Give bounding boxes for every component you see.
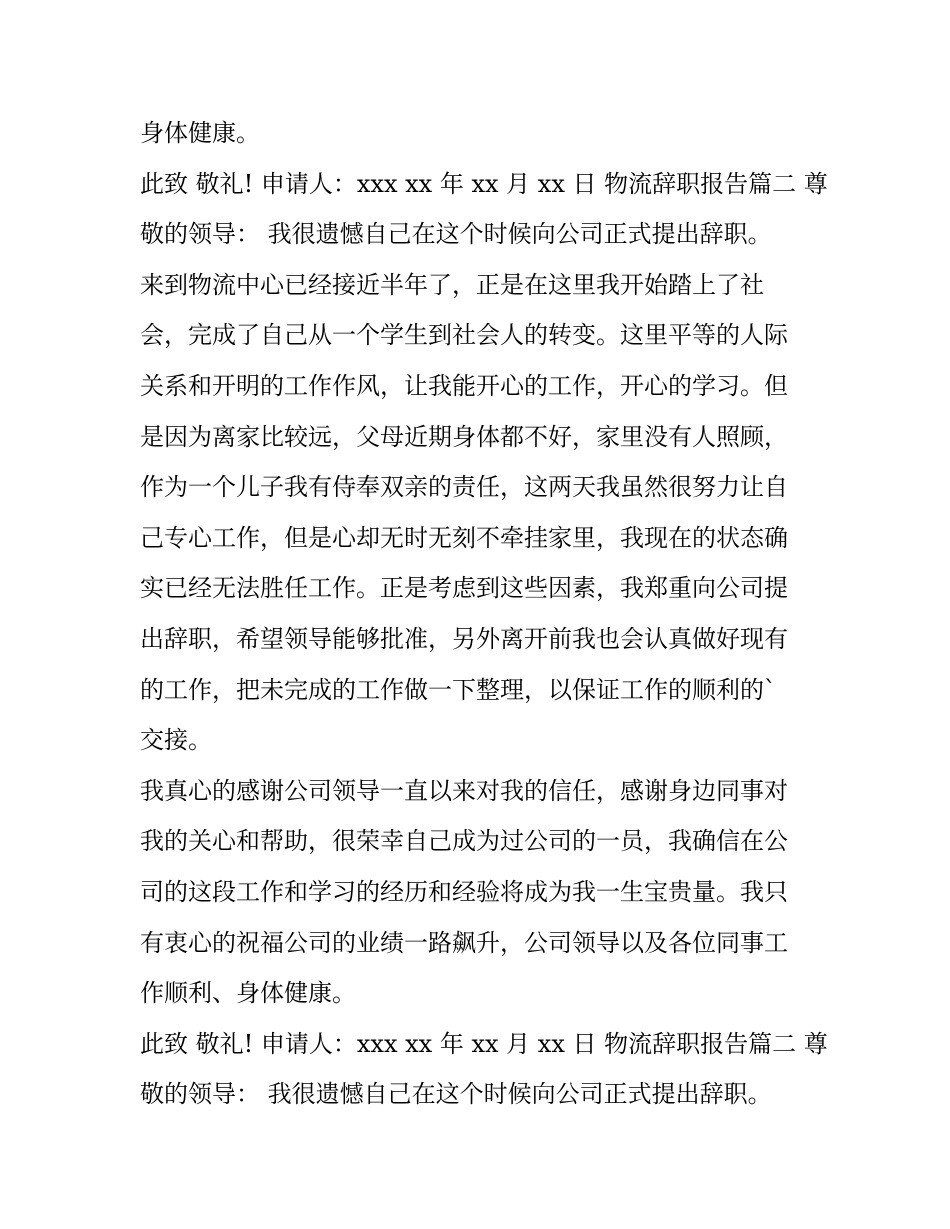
text-line: 己专心工作，但是心却无时无刻不牵挂家里，我现在的状态确 xyxy=(140,523,788,552)
text-line: 的工作，把未完成的工作做一下整理，以保证工作的顺利的` xyxy=(140,675,776,704)
text-line: 此致 敬礼! 申请人：xxx xx 年 xx 月 xx 日 物流辞职报告篇二 尊 xyxy=(140,169,828,198)
text-line: 身体健康。 xyxy=(140,119,260,147)
text-line: 出辞职，希望领导能够批准，另外离开前我也会认真做好现有 xyxy=(140,624,788,653)
text-line: 我的关心和帮助，很荣幸自己成为过公司的一员，我确信在公 xyxy=(140,827,788,856)
text-line: 司的这段工作和学习的经历和经验将成为我一生宝贵量。我只 xyxy=(140,877,788,906)
text-line: 作顺利、身体健康。 xyxy=(140,979,356,1008)
text-line: 此致 敬礼! 申请人：xxx xx 年 xx 月 xx 日 物流辞职报告篇二 尊 xyxy=(140,1029,828,1058)
text-line: 敬的领导： 我很遗憾自己在这个时候向公司正式提出辞职。 xyxy=(140,220,772,249)
text-line: 实已经无法胜任工作。正是考虑到这些因素，我郑重向公司提 xyxy=(140,574,788,603)
text-line: 敬的领导： 我很遗憾自己在这个时候向公司正式提出辞职。 xyxy=(140,1080,772,1109)
text-line: 来到物流中心已经接近半年了，正是在这里我开始踏上了社 xyxy=(140,270,764,299)
text-line: 关系和开明的工作作风，让我能开心的工作，开心的学习。但 xyxy=(140,371,788,400)
text-line: 我真心的感谢公司领导一直以来对我的信任，感谢身边同事对 xyxy=(140,776,788,805)
text-line: 是因为离家比较远，父母近期身体都不好，家里没有人照顾， xyxy=(140,422,788,451)
text-line: 作为一个儿子我有侍奉双亲的责任，这两天我虽然很努力让自 xyxy=(140,473,788,502)
text-line: 会，完成了自己从一个学生到社会人的转变。这里平等的人际 xyxy=(140,321,788,350)
text-line: 有衷心的祝福公司的业绩一路飙升，公司领导以及各位同事工 xyxy=(140,928,788,957)
text-line: 交接。 xyxy=(140,726,212,755)
document-body xyxy=(140,108,828,1120)
